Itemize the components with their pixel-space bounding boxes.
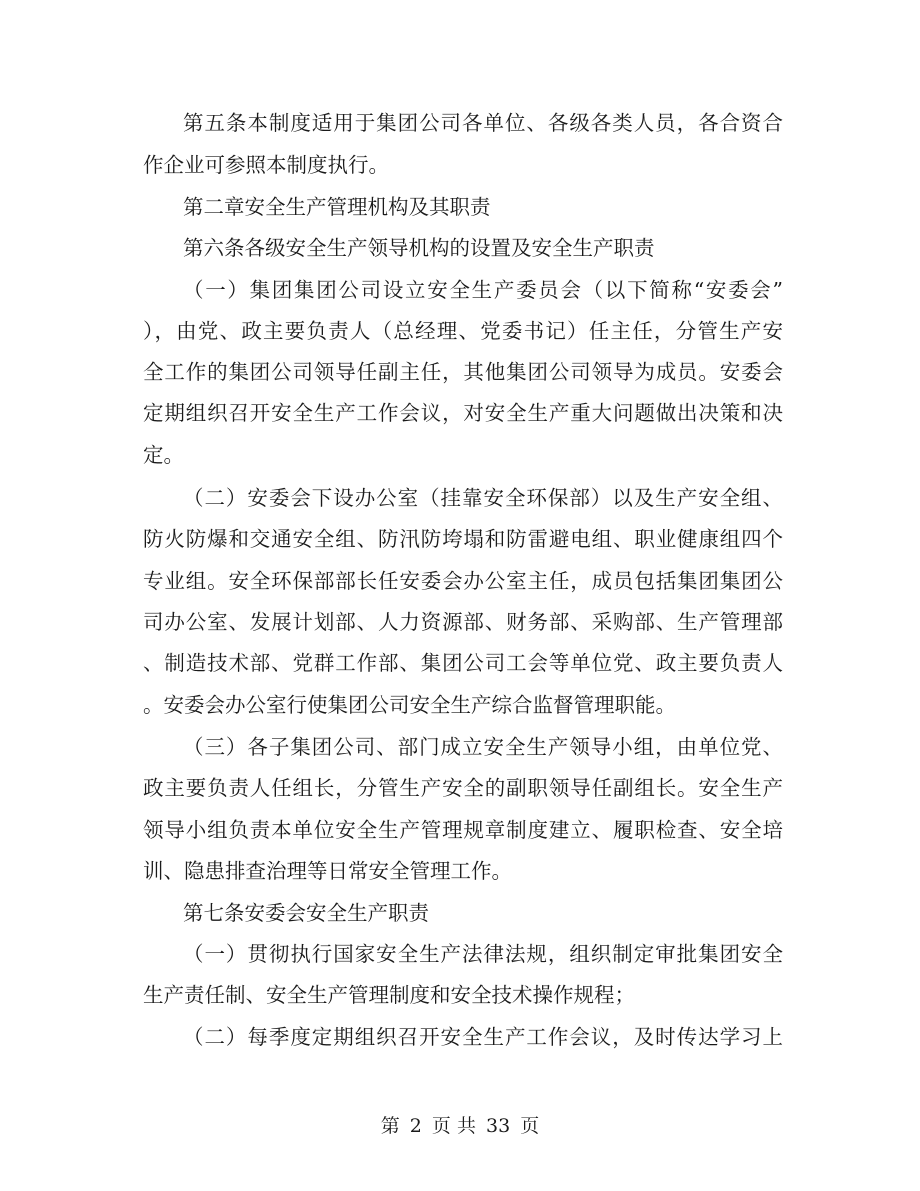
- text-line: 定期组织召开安全生产工作会议，对安全生产重大问题做出决策和决: [143, 401, 783, 425]
- page-total: 33: [486, 1115, 511, 1137]
- page-prefix: 第: [380, 1115, 400, 1137]
- text-line: 全工作的集团公司领导任副主任，其他集团公司领导为成员。安委会: [143, 360, 783, 384]
- page-middle: 页 共: [431, 1115, 476, 1137]
- text-line: 、制造技术部、党群工作部、集团公司工会等单位党、政主要负责人: [143, 651, 783, 675]
- text-line: ），由党、政主要负责人（总经理、党委书记）任主任，分管生产安: [143, 319, 783, 343]
- page-number: 2: [409, 1115, 422, 1137]
- text-line: （一）集团集团公司设立安全生产委员会（以下简称“安委会”: [183, 278, 783, 302]
- text-line: （一）贯彻执行国家安全生产法律法规，组织制定审批集团安全: [183, 942, 783, 966]
- text-line: （三）各子集团公司、部门成立安全生产领导小组，由单位党、: [183, 735, 783, 759]
- section-heading: 第二章安全生产管理机构及其职责: [183, 195, 491, 219]
- section-heading: 第七条安委会安全生产职责: [183, 901, 429, 925]
- text-line: 防火防爆和交通安全组、防汛防垮塌和防雷避电组、职业健康组四个: [143, 527, 783, 551]
- text-line: （二）安委会下设办公室（挂靠安全环保部）以及生产安全组、: [183, 486, 783, 510]
- text-line: 生产责任制、安全生产管理制度和安全技术操作规程；: [143, 983, 635, 1007]
- text-line: 。安委会办公室行使集团公司安全生产综合监督管理职能。: [143, 693, 676, 717]
- text-line: 定。: [143, 443, 184, 467]
- text-line: （二）每季度定期组织召开安全生产工作会议，及时传达学习上: [183, 1025, 783, 1049]
- page-footer: [0, 1113, 920, 1139]
- text-line: 专业组。安全环保部部长任安委会办公室主任，成员包括集团集团公: [143, 569, 783, 593]
- text-line: 政主要负责人任组长，分管生产安全的副职领导任副组长。安全生产: [143, 776, 783, 800]
- text-line: 第五条本制度适用于集团公司各单位、各级各类人员，各合资合: [183, 111, 783, 135]
- text-line: 第六条各级安全生产领导机构的设置及安全生产职责: [183, 236, 655, 260]
- text-line: 作企业可参照本制度执行。: [143, 153, 389, 177]
- text-line: 训、隐患排查治理等日常安全管理工作。: [143, 859, 512, 883]
- text-line: 领导小组负责本单位安全生产管理规章制度建立、履职检查、安全培: [143, 818, 783, 842]
- text-line: 司办公室、发展计划部、人力资源部、财务部、采购部、生产管理部: [143, 610, 783, 634]
- page-suffix: 页: [520, 1115, 540, 1137]
